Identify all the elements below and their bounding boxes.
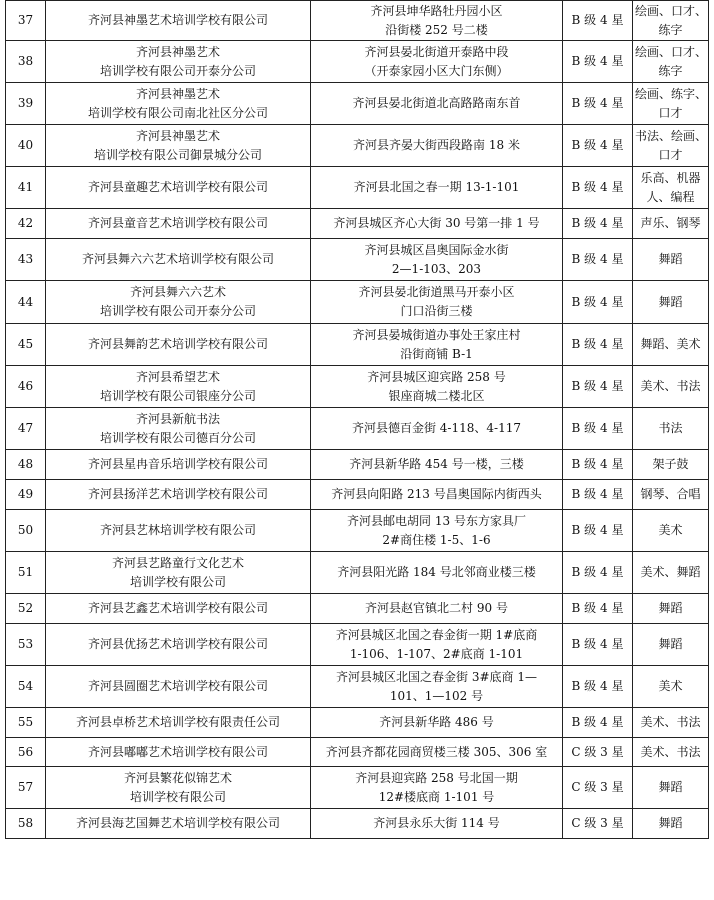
- school-subjects-line: 声乐、钢琴: [640, 216, 701, 230]
- school-name: [46, 239, 311, 281]
- school-address-line: 齐河县城区齐心大街 30 号第一排 1 号: [333, 216, 540, 230]
- school-subjects: [633, 83, 709, 125]
- school-subjects: [633, 239, 709, 281]
- school-subjects-line: 练字: [658, 63, 683, 78]
- school-address: [311, 281, 563, 324]
- school-name: [46, 450, 311, 480]
- school-name-line: 齐河县圆圈艺术培训学校有限公司: [87, 679, 268, 693]
- school-subjects-line: 架子鼓: [652, 457, 689, 471]
- school-subjects-line: 口才: [658, 105, 683, 120]
- school-subjects: [633, 450, 709, 480]
- table-row: [6, 41, 709, 83]
- school-name: [46, 167, 311, 209]
- school-subjects: [633, 408, 709, 450]
- school-name-line: 齐河县童趣艺术培训学校有限公司: [87, 180, 268, 194]
- school-address: [311, 239, 563, 281]
- school-address: [311, 125, 563, 167]
- school-name-line: 齐河县神墨艺术: [135, 128, 220, 143]
- table-row: [6, 767, 709, 809]
- school-address: [311, 624, 563, 666]
- row-number: 37: [6, 1, 46, 41]
- school-grade: C 级 3 星: [563, 738, 633, 767]
- school-address: [311, 480, 563, 510]
- school-grade: B 级 4 星: [563, 708, 633, 738]
- table-row: [6, 450, 709, 480]
- school-name: [46, 809, 311, 839]
- table-row: [6, 125, 709, 167]
- school-address: [311, 552, 563, 594]
- school-address-line: 齐河县城区北国之春金街 3#底商 1—: [336, 669, 537, 684]
- school-address-line: 齐河县邮电胡同 13 号东方家具厂: [347, 513, 526, 528]
- school-subjects-line: 美术、书法: [640, 715, 701, 729]
- school-name-line: 齐河县神墨艺术培训学校有限公司: [87, 13, 268, 27]
- school-subjects-line: 舞蹈: [658, 816, 683, 830]
- school-subjects-line: 美术: [658, 679, 683, 693]
- school-subjects: [633, 324, 709, 366]
- school-name: [46, 510, 311, 552]
- school-grade: B 级 4 星: [563, 366, 633, 408]
- school-grade: B 级 4 星: [563, 480, 633, 510]
- school-address: [311, 209, 563, 239]
- school-name-line: 齐河县希望艺术: [135, 369, 220, 384]
- school-subjects: [633, 809, 709, 839]
- row-number: 41: [6, 167, 46, 209]
- school-address-line: 齐河县晏城街道办事处王家庄村: [352, 327, 521, 342]
- row-number: 57: [6, 767, 46, 809]
- row-number: 53: [6, 624, 46, 666]
- school-subjects-line: 舞蹈: [658, 252, 683, 266]
- table-row: [6, 594, 709, 624]
- row-number: 38: [6, 41, 46, 83]
- school-subjects-line: 绘画、口才、: [635, 3, 708, 18]
- school-address-line: 1-106、1-107、2#底商 1-101: [349, 646, 524, 661]
- school-grade: B 级 4 星: [563, 510, 633, 552]
- school-address: [311, 666, 563, 708]
- school-name: [46, 408, 311, 450]
- school-name-line: 齐河县舞六六艺术: [129, 285, 226, 299]
- school-subjects-line: 美术、书法: [640, 379, 701, 393]
- school-grade: B 级 4 星: [563, 450, 633, 480]
- school-subjects: [633, 666, 709, 708]
- school-address: [311, 366, 563, 408]
- table-row: [6, 738, 709, 767]
- school-address: [311, 708, 563, 738]
- school-address-line: 齐河县齐都花园商贸楼三楼 305、306 室: [325, 744, 548, 759]
- table-row: [6, 209, 709, 239]
- school-grade: C 级 3 星: [563, 767, 633, 809]
- school-address: [311, 324, 563, 366]
- school-subjects-line: 绘画、口才、: [635, 44, 708, 59]
- school-name: [46, 41, 311, 83]
- school-name: [46, 738, 311, 767]
- table-row: [6, 1, 709, 41]
- table-row: [6, 624, 709, 666]
- school-name-line: 齐河县新航书法: [135, 411, 220, 426]
- school-subjects-line: 舞蹈: [658, 601, 683, 615]
- table-row: [6, 366, 709, 408]
- school-name: [46, 480, 311, 510]
- school-name-line: 培训学校有限公司: [129, 574, 226, 589]
- school-address-line: 齐河县晏北街道北高路路南东首: [352, 96, 521, 110]
- school-address-line: 沿街楼 252 号二楼: [385, 22, 488, 37]
- school-name: [46, 281, 311, 324]
- row-number: 40: [6, 125, 46, 167]
- school-grade: B 级 4 星: [563, 666, 633, 708]
- school-address: [311, 1, 563, 41]
- table-row: [6, 83, 709, 125]
- school-address-line: 门口沿街三楼: [400, 304, 473, 318]
- school-address-line: 齐河县坤华路牡丹园小区: [370, 3, 503, 18]
- school-subjects-line: 书法、绘画、: [635, 128, 708, 143]
- school-name-line: 齐河县扬洋艺术培训学校有限公司: [87, 487, 268, 501]
- table-row: [6, 708, 709, 738]
- table-row: [6, 666, 709, 708]
- row-number: 52: [6, 594, 46, 624]
- school-address: [311, 767, 563, 809]
- table-row: [6, 324, 709, 366]
- school-name: [46, 624, 311, 666]
- school-subjects-line: 绘画、练字、: [635, 86, 708, 101]
- school-grade: B 级 4 星: [563, 41, 633, 83]
- roster-body: [6, 1, 709, 839]
- school-address-line: 齐河县齐晏大街西段路南 18 米: [353, 138, 520, 152]
- school-address-line: 银座商城二楼北区: [388, 388, 485, 403]
- school-address-line: 齐河县新华路 486 号: [379, 715, 494, 729]
- school-address-line: 齐河县永乐大街 114 号: [373, 816, 500, 830]
- school-name: [46, 83, 311, 125]
- row-number: 46: [6, 366, 46, 408]
- school-name-line: 齐河县童音艺术培训学校有限公司: [87, 216, 268, 230]
- school-name: [46, 1, 311, 41]
- school-name-line: 齐河县卓桥艺术培训学校有限责任公司: [75, 715, 280, 729]
- school-address-line: 齐河县城区昌奥国际金水街: [364, 242, 509, 257]
- school-subjects-line: 舞蹈、美术: [640, 337, 701, 351]
- school-name-line: 齐河县艺鑫艺术培训学校有限公司: [87, 601, 268, 615]
- row-number: 50: [6, 510, 46, 552]
- school-subjects-line: 钢琴、合唱: [640, 487, 701, 501]
- school-grade: B 级 4 星: [563, 167, 633, 209]
- row-number: 49: [6, 480, 46, 510]
- school-address-line: 齐河县德百金街 4-118、4-117: [351, 421, 521, 435]
- school-address: [311, 167, 563, 209]
- school-address-line: 齐河县向阳路 213 号昌奥国际内街西头: [331, 487, 542, 501]
- table-row: [6, 408, 709, 450]
- school-name-line: 齐河县舞韵艺术培训学校有限公司: [87, 337, 268, 351]
- school-subjects-line: 人、编程: [646, 189, 695, 204]
- table-row: [6, 809, 709, 839]
- school-name-line: 齐河县神墨艺术: [135, 86, 220, 101]
- school-subjects-line: 书法: [658, 421, 683, 435]
- school-subjects-line: 美术、书法: [640, 744, 701, 759]
- school-subjects: [633, 1, 709, 41]
- school-address: [311, 41, 563, 83]
- school-grade: B 级 4 星: [563, 408, 633, 450]
- school-address-line: （开泰家园小区大门东侧）: [364, 63, 509, 78]
- school-name: [46, 209, 311, 239]
- row-number: 55: [6, 708, 46, 738]
- school-subjects: [633, 480, 709, 510]
- row-number: 44: [6, 281, 46, 324]
- school-subjects: [633, 366, 709, 408]
- school-address-line: 齐河县城区迎宾路 258 号: [367, 369, 506, 384]
- school-subjects-line: 美术: [658, 523, 683, 537]
- table-row: [6, 281, 709, 324]
- school-subjects: [633, 167, 709, 209]
- school-address-line: 101、1—102 号: [389, 688, 484, 703]
- school-grade: B 级 4 星: [563, 125, 633, 167]
- school-name-line: 培训学校有限公司德百分公司: [99, 430, 256, 445]
- school-subjects: [633, 125, 709, 167]
- school-name-line: 培训学校有限公司御景城分公司: [93, 147, 262, 162]
- school-subjects: [633, 624, 709, 666]
- school-name: [46, 767, 311, 809]
- school-name: [46, 324, 311, 366]
- school-name: [46, 552, 311, 594]
- school-name-line: 齐河县优扬艺术培训学校有限公司: [87, 637, 268, 651]
- row-number: 51: [6, 552, 46, 594]
- school-address: [311, 809, 563, 839]
- school-subjects: [633, 281, 709, 324]
- school-address-line: 齐河县城区北国之春金街一期 1#底商: [335, 627, 538, 642]
- school-roster-table: [5, 0, 709, 839]
- school-grade: C 级 3 星: [563, 809, 633, 839]
- school-name-line: 齐河县艺路童行文化艺术: [111, 555, 244, 570]
- school-subjects-line: 舞蹈: [658, 637, 683, 651]
- school-name-line: 齐河县海艺国舞艺术培训学校有限公司: [75, 816, 280, 830]
- table-row: [6, 552, 709, 594]
- row-number: 42: [6, 209, 46, 239]
- school-grade: B 级 4 星: [563, 1, 633, 41]
- row-number: 47: [6, 408, 46, 450]
- school-subjects-line: 口才: [658, 147, 683, 162]
- school-address: [311, 450, 563, 480]
- school-address: [311, 594, 563, 624]
- school-address-line: 2#商住楼 1-5、1-6: [382, 532, 491, 547]
- school-name-line: 培训学校有限公司开泰分公司: [99, 304, 256, 318]
- school-name-line: 齐河县星冉音乐培训学校有限公司: [87, 457, 268, 471]
- school-name: [46, 366, 311, 408]
- school-subjects: [633, 552, 709, 594]
- school-subjects: [633, 510, 709, 552]
- school-address: [311, 738, 563, 767]
- school-subjects-line: 美术、舞蹈: [640, 565, 701, 579]
- row-number: 56: [6, 738, 46, 767]
- school-name-line: 齐河县艺林培训学校有限公司: [99, 523, 256, 537]
- school-address: [311, 510, 563, 552]
- school-grade: B 级 4 星: [563, 281, 633, 324]
- school-address-line: 齐河县北国之春一期 13-1-101: [353, 180, 520, 194]
- row-number: 54: [6, 666, 46, 708]
- school-subjects: [633, 708, 709, 738]
- row-number: 43: [6, 239, 46, 281]
- table-row: [6, 239, 709, 281]
- school-address-line: 齐河县晏北街道开泰路中段: [364, 44, 509, 59]
- school-name-line: 齐河县繁花似锦艺术: [123, 770, 232, 785]
- school-address-line: 齐河县晏北街道黑马开泰小区: [358, 285, 515, 299]
- school-address-line: 齐河县赵官镇北二村 90 号: [365, 601, 508, 615]
- school-subjects: [633, 209, 709, 239]
- school-name-line: 培训学校有限公司: [129, 789, 226, 804]
- school-address-line: 2—1-103、203: [391, 261, 482, 276]
- school-grade: B 级 4 星: [563, 209, 633, 239]
- school-grade: B 级 4 星: [563, 594, 633, 624]
- school-address: [311, 83, 563, 125]
- school-name: [46, 708, 311, 738]
- school-address-line: 沿街商铺 B-1: [400, 346, 473, 361]
- school-name-line: 培训学校有限公司南北社区分公司: [87, 105, 268, 120]
- school-grade: B 级 4 星: [563, 552, 633, 594]
- school-subjects-line: 舞蹈: [658, 780, 683, 794]
- table-row: [6, 480, 709, 510]
- school-grade: B 级 4 星: [563, 624, 633, 666]
- school-address-line: 齐河县阳光路 184 号北邻商业楼三楼: [337, 565, 536, 579]
- row-number: 48: [6, 450, 46, 480]
- school-subjects-line: 练字: [658, 22, 683, 37]
- school-grade: B 级 4 星: [563, 324, 633, 366]
- school-name: [46, 666, 311, 708]
- school-name-line: 培训学校有限公司银座分公司: [99, 388, 256, 403]
- table-row: [6, 510, 709, 552]
- school-subjects: [633, 738, 709, 767]
- school-name-line: 齐河县嘟嘟艺术培训学校有限公司: [87, 744, 268, 759]
- school-grade: B 级 4 星: [563, 83, 633, 125]
- school-address: [311, 408, 563, 450]
- school-address-line: 齐河县新华路 454 号一楼，三楼: [349, 457, 524, 471]
- school-name-line: 齐河县舞六六艺术培训学校有限公司: [81, 252, 274, 266]
- school-name-line: 培训学校有限公司开泰分公司: [99, 63, 256, 78]
- row-number: 45: [6, 324, 46, 366]
- table-row: [6, 167, 709, 209]
- row-number: 58: [6, 809, 46, 839]
- school-name-line: 齐河县神墨艺术: [135, 44, 220, 59]
- school-subjects: [633, 41, 709, 83]
- school-grade: B 级 4 星: [563, 239, 633, 281]
- school-address-line: 12#楼底商 1-101 号: [378, 789, 495, 804]
- school-subjects-line: 乐高、机器: [640, 170, 701, 185]
- school-subjects: [633, 594, 709, 624]
- school-subjects-line: 舞蹈: [658, 294, 683, 309]
- school-name: [46, 125, 311, 167]
- row-number: 39: [6, 83, 46, 125]
- school-subjects: [633, 767, 709, 809]
- school-name: [46, 594, 311, 624]
- school-address-line: 齐河县迎宾路 258 号北国一期: [355, 770, 518, 785]
